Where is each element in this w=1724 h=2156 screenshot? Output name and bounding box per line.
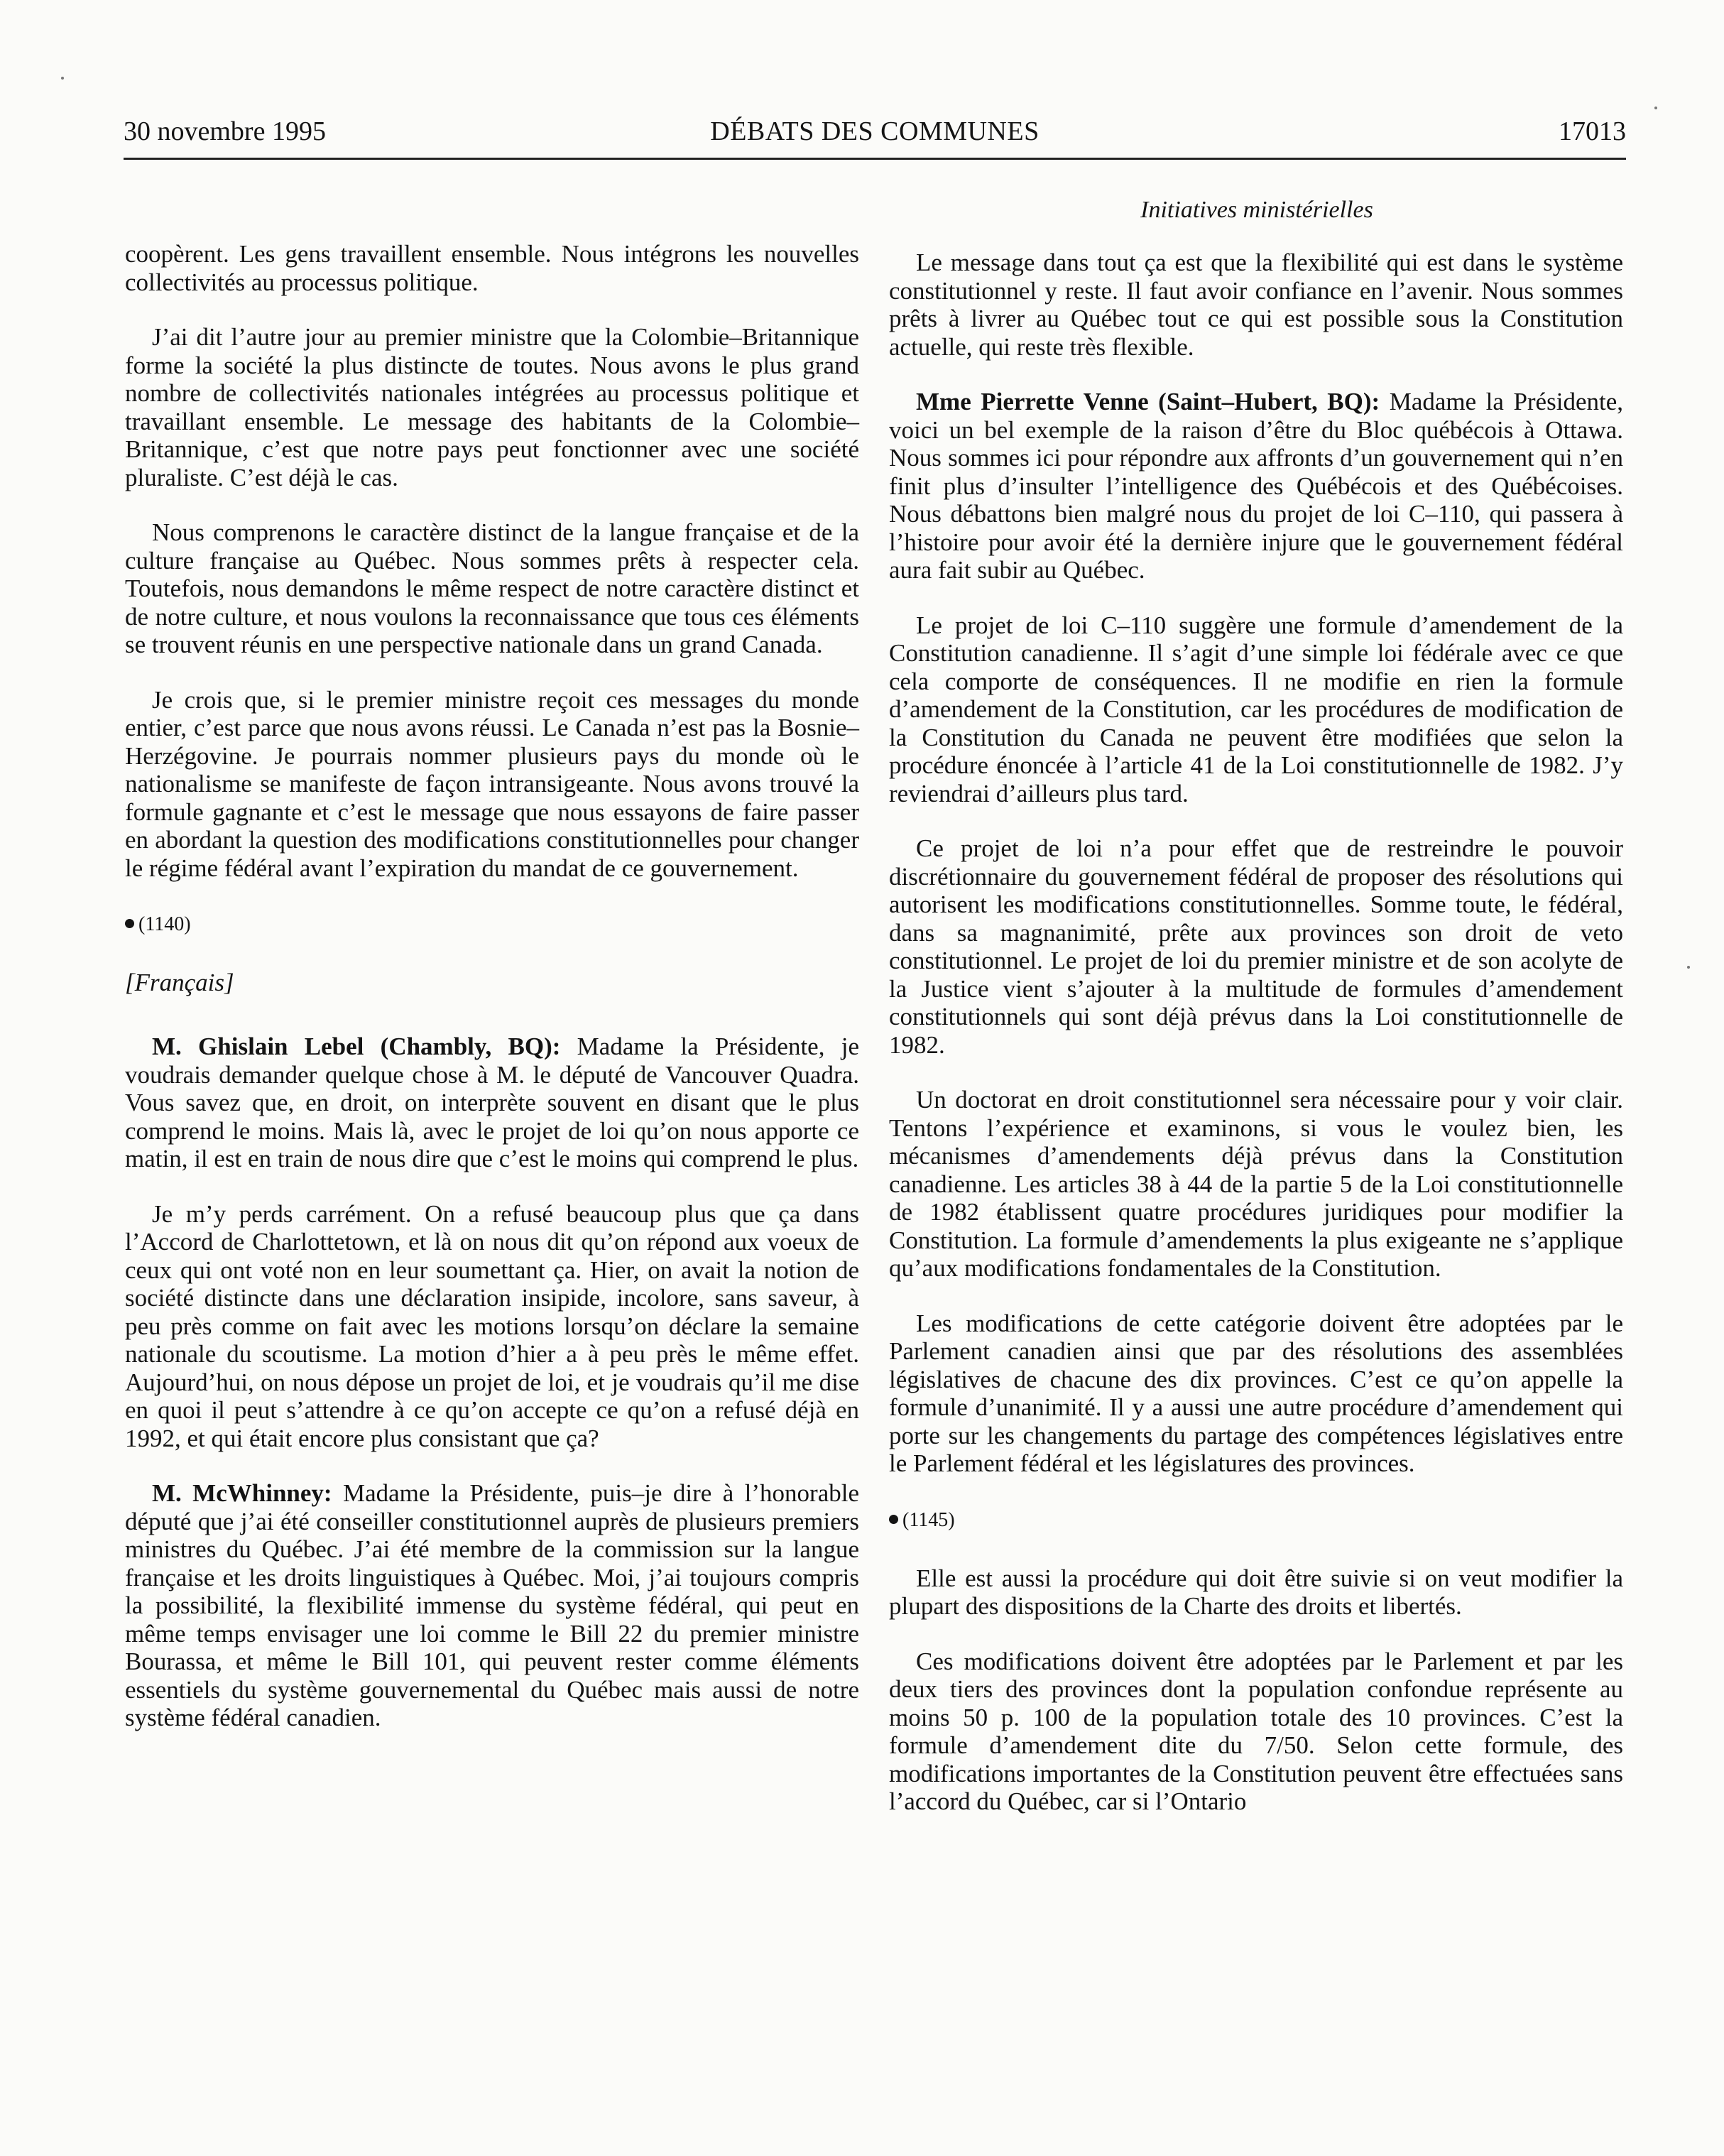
left-column <box>125 240 859 1759</box>
bullet-icon <box>125 919 134 928</box>
paragraph: Elle est aussi la procédure qui doit être suivie si on veut modifier la plupart des dispositions de la Charte des droits et libertés. <box>889 1564 1623 1620</box>
paragraph: Ce projet de loi n’a pour effet que de restreindre le pouvoir discrétionnaire du gouvernement fédéral de proposer des résolutions qui autorisent les modifications constitutionnelles. Somme toute, le fédéral, dans sa magnanimité, prête aux provinces son droit de veto constitutionnel. Le projet de loi du premier ministre et de son acolyte de la Justice vient s’ajouter à la multitude de formules d’amendement constitutionnels qui sont déjà prévus dans la Loi constitutionnelle de 1982. <box>889 834 1623 1059</box>
header-date: 30 novembre 1995 <box>124 116 326 146</box>
paragraph: coopèrent. Les gens travaillent ensemble. Nous intégrons les nouvelles collectivités au processus politique. <box>125 240 859 296</box>
language-tag: [Français] <box>125 969 234 996</box>
time-marker <box>125 912 859 937</box>
speaker-name: M. Ghislain Lebel (Chambly, BQ): <box>152 1033 561 1060</box>
paragraph: J’ai dit l’autre jour au premier ministre que la Colombie–Britannique forme la société la plus distincte de toutes. Nous avons le plus grand nombre de collectivités nationales intégrées au processus politique et travaillant ensemble. Le message des habitants de la Colombie–Britannique, c’est que notre pays peut fonctionner avec une société pluraliste. C’est déjà le cas. <box>125 323 859 491</box>
paragraph: Un doctorat en droit constitutionnel sera nécessaire pour y voir clair. Tentons l’expérience et examinons, si vous le voulez bien, les mécanismes d’amendements déjà prévus dans la Constitution canadienne. Les articles 38 à 44 de la partie 5 de la Loi constitutionnelle de 1982 établissent quatre procédures juridiques pour modifier la Constitution. La formule d’amendements la plus exigeante ne s’applique qu’aux modifications fondamentales de la Constitution. <box>889 1086 1623 1282</box>
time-marker-text: (1145) <box>902 1508 955 1531</box>
speaker-name: M. McWhinney: <box>152 1479 332 1507</box>
time-marker-text: (1140) <box>138 913 191 935</box>
speech-paragraph <box>125 1479 859 1732</box>
paragraph: Le message dans tout ça est que la flexibilité qui est dans le système constitutionnel y reste. Il faut avoir confiance en l’avenir. Nous sommes prêts à livrer au Québec tout ce qui est possible sous la Constitution actuelle, qui reste très flexible. <box>889 249 1623 361</box>
speaker-name: Mme Pierrette Venne (Saint–Hubert, BQ): <box>916 388 1380 415</box>
paragraph: Nous comprenons le caractère distinct de la langue française et de la culture française au Québec. Nous sommes prêts à respecter cela. Toutefois, nous demandons le même respect de notre caractère distinct et de notre culture, et nous voulons la reconnaissance que tous ces éléments se trouvent réunis en une perspective nationale dans un grand Canada. <box>125 518 859 658</box>
time-marker <box>889 1508 1623 1533</box>
right-column <box>889 249 1623 1843</box>
page-header <box>124 114 1626 156</box>
paragraph: Le projet de loi C–110 suggère une formule d’amendement de la Constitution canadienne. Il s’agit d’une simple loi fédérale avec ce que cela comporte de conséquences. Il ne modifie en rien la formule d’amendement de la Constitution, car les procédures de modification de la Constitution du Canada ne peuvent être modifiées que selon la procédure énoncée à l’article 41 de la Loi constitutionnelle de 1982. J’y reviendrai d’ailleurs plus tard. <box>889 611 1623 807</box>
paragraph: Je crois que, si le premier ministre reçoit ces messages du monde entier, c’est parce que nous avons réussi. Le Canada n’est pas la Bosnie–Herzégovine. Je pourrais nommer plusieurs pays du monde où le nationalisme se manifeste de façon intransigeante. Nous avons trouvé la formule gagnante et c’est le message que nous essayons de faire passer en abordant la question des modifications constitutionnelles pour changer le régime fédéral avant l’expiration du mandat de ce gouvernement. <box>125 685 859 882</box>
speech-text: Madame la Présidente, puis–je dire à l’honorable député que j’ai été conseiller constitutionnel auprès de plusieurs premiers ministres du Québec. J’ai été membre de la commission sur la langue française et les droits linguistiques à Québec. Moi, j’ai toujours compris la possibilité, la flexibilité immense du système fédéral, qui peut en même temps envisager une loi comme le Bill 22 du premier ministre Bourassa, et même le Bill 101, qui peuvent rester comme éléments essentiels du système gouvernemental du Québec mais aussi de notre système fédéral canadien. <box>125 1479 859 1731</box>
header-title: DÉBATS DES COMMUNES <box>710 116 1040 146</box>
header-rule <box>124 158 1626 160</box>
paragraph: Ces modifications doivent être adoptées par le Parlement et par les deux tiers des provinces dont la population confondue représente au moins 50 p. 100 de la population totale des 10 provinces. C’est la formule d’amendement dite du 7/50. Selon cette formule, des modifications importantes de la Constitution peuvent être effectuées sans l’accord du Québec, car si l’Ontario <box>889 1647 1623 1815</box>
bullet-icon <box>889 1515 898 1524</box>
scan-speck <box>61 77 64 80</box>
speech-text: Madame la Présidente, voici un bel exemple de la raison d’être du Bloc québécois à Ottawa. Nous sommes ici pour répondre aux affronts d’un gouvernement qui n’en finit plus d’insulter l’intelligence des Québécois et des Québécoises. Nous débattons bien malgré nous du projet de loi C–110, qui passera à l’histoire pour avoir été la dernière injure que le gouvernement fédéral aura fait subir au Québec. <box>889 388 1623 584</box>
speech-paragraph <box>125 1033 859 1173</box>
speech-text: Madame la Présidente, je voudrais demander quelque chose à M. le député de Vancouver Quadra. Vous savez que, en droit, on interprète souvent en disant que le plus comprend le moins. Mais là, avec le projet de loi qu’on nous apporte ce matin, il est en train de nous dire que c’est le moins qui comprend le plus. <box>125 1033 860 1172</box>
paragraph: Les modifications de cette catégorie doivent être adoptées par le Parlement canadien ainsi que par des résolutions des assemblées législatives de chacune des dix provinces. C’est ce qu’on appelle la formule d’unanimité. Il y a aussi une autre procédure d’amendement qui porte sur les changements du partage des compétences législatives entre le Parlement fédéral et les législatures des provinces. <box>889 1309 1623 1477</box>
scan-speck <box>1687 966 1690 969</box>
header-page-number: 17013 <box>1559 116 1626 146</box>
speech-paragraph <box>889 388 1623 584</box>
paragraph: Je m’y perds carrément. On a refusé beaucoup plus que ça dans l’Accord de Charlottetown, et là on nous dit qu’on répond aux voeux de ceux qui ont voté non en leur soumettant ça. Hier, on avait la notion de société distincte dans une déclaration insipide, incolore, sans saveur, à peu près comme on fait avec les motions lorsqu’on déclare la semaine nationale du scoutisme. La motion d’hier a à peu près le même effet. Aujourd’hui, on nous dépose un projet de loi, et je voudrais qu’il me dise en quoi il peut s’attendre à ce qu’on accepte ce qu’on a refusé déjà en 1992, et qui était encore plus consistant que ça? <box>125 1199 859 1452</box>
scan-speck <box>1654 107 1657 109</box>
section-label: Initiatives ministérielles <box>1140 197 1373 223</box>
